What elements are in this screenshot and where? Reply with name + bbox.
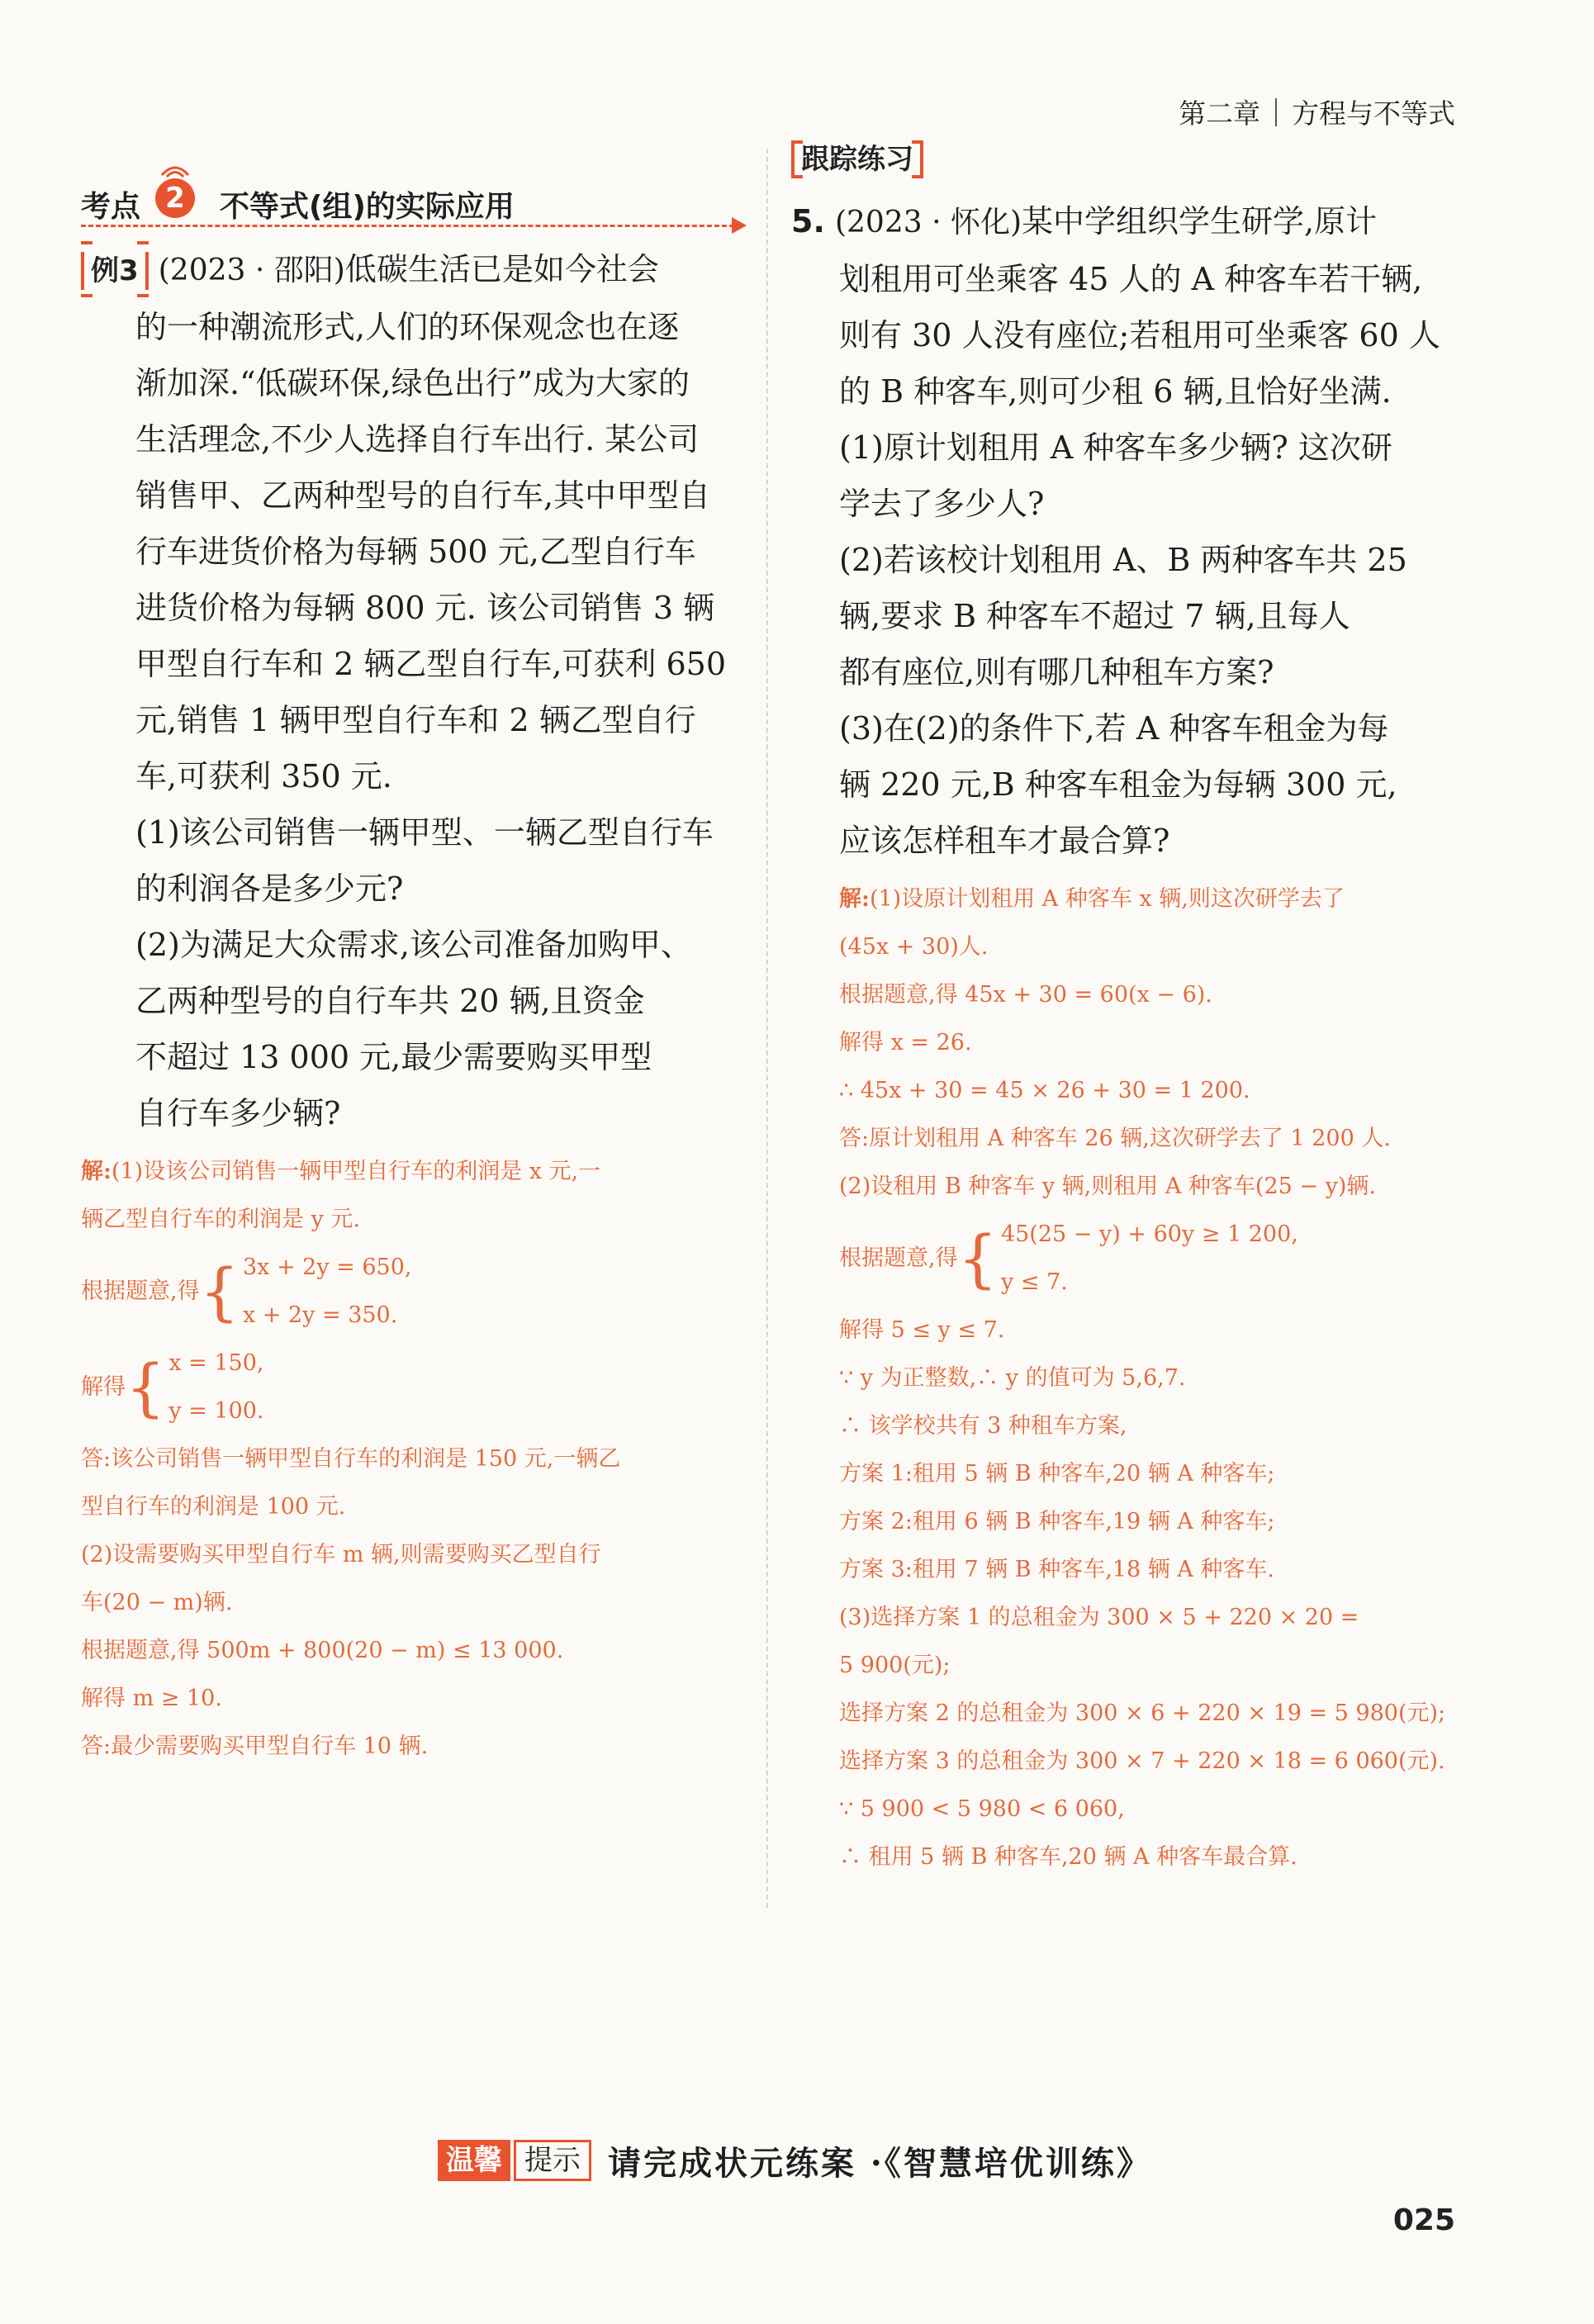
solution-line: (2)设需要购买甲型自行车 m 辆,则需要购买乙型自行 [81, 1542, 601, 1568]
solution-line: 解得 x = 26. [839, 1030, 972, 1055]
practice-question-3: (3)在(2)的条件下,若 A 种客车租金为每 辆 220 元,B 种客车租金为每辆 300 元, 应该怎样租车才最合算? [839, 710, 1397, 859]
solution-line: ∵ 5 900 < 5 980 < 6 060, [839, 1796, 1125, 1822]
example-line: 进货价格为每辆 800 元. 该公司销售 3 辆 [135, 590, 715, 626]
kaodian-heading [81, 165, 742, 228]
column-divider [766, 149, 768, 1908]
solution-line: 辆乙型自行车的利润是 y 元. [81, 1207, 361, 1232]
solution-line: 方案 2:租用 6 辆 B 种客车,19 辆 A 种客车; [839, 1509, 1275, 1534]
solution-line: 答:原计划租用 A 种客车 26 辆,这次研学去了 1 200 人. [839, 1126, 1391, 1151]
solution-line: 型自行车的利润是 100 元. [81, 1494, 346, 1520]
example-body [81, 299, 742, 1141]
example-line: 车,可获利 350 元. [135, 758, 392, 794]
solution-line: 选择方案 2 的总租金为 300 × 6 + 220 × 19 = 5 980(元); [839, 1700, 1446, 1726]
kaodian-underline [81, 225, 742, 227]
solution-line: 解:(1)设该公司销售一辆甲型自行车的利润是 x 元,一 [81, 1159, 601, 1184]
example-solution [81, 1148, 742, 1771]
practice-tag: 跟踪练习 [791, 140, 923, 178]
footer-tag-tip: 提示 [514, 2140, 591, 2181]
example-question-2: (2)为满足大众需求,该公司准备加购甲、 乙两种型号的自行车共 20 辆,且资金 不超过 13 000 元,最少需要购买甲型 自行车多少辆? [135, 927, 692, 1131]
practice-body [791, 251, 1460, 869]
footer-tag-warm: 温馨 [438, 2140, 510, 2181]
solution-line: 解得 5 ≤ y ≤ 7. [839, 1317, 1005, 1343]
header-separator [1275, 98, 1277, 126]
solution-line: (45x + 30)人. [839, 934, 989, 960]
example-problem [81, 241, 742, 1141]
solution-line: 答:最少需要购买甲型自行车 10 辆. [81, 1734, 429, 1759]
practice-line: 划租用可坐乘客 45 人的 A 种客车若干辆, [839, 261, 1423, 297]
left-column [81, 165, 742, 1771]
practice-question-1: (1)原计划租用 A 种客车多少辆? 这次研 学去了多少人? [839, 429, 1392, 522]
solution-line: ∴ 租用 5 辆 B 种客车,20 辆 A 种客车最合算. [839, 1844, 1297, 1870]
practice-line: 则有 30 人没有座位;若租用可坐乘客 60 人 [839, 317, 1440, 353]
right-column [791, 140, 1460, 1881]
solution-line: ∵ y 为正整数,∴ y 的值可为 5,6,7. [839, 1365, 1186, 1391]
solution-system-1: 根据题意,得 { 3x + 2y = 650, x + 2y = 350. [81, 1254, 412, 1328]
example-line: 行车进货价格为每辆 500 元,乙型自行车 [135, 534, 696, 570]
footer-text: 请完成状元练案 ·《智慧培优训练》 [608, 2143, 1152, 2183]
left-brace-icon: { [126, 1350, 166, 1424]
kaodian-label: 考点 [81, 190, 141, 224]
solution-line: 方案 3:租用 7 辆 B 种客车,18 辆 A 种客车. [839, 1557, 1274, 1582]
practice-solution [791, 875, 1460, 1881]
example-question-1: (1)该公司销售一辆甲型、一辆乙型自行车 的利润各是多少元? [135, 814, 714, 907]
example-line: 元,销售 1 辆甲型自行车和 2 辆乙型自行 [135, 702, 696, 738]
example-line: 甲型自行车和 2 辆乙型自行车,可获利 650 [135, 646, 727, 682]
solution-line: 车(20 − m)辆. [81, 1590, 233, 1615]
example-tag: 例3 [81, 241, 149, 297]
solution-system-2: 解得 { x = 150, y = 100. [81, 1350, 264, 1424]
practice-source: (2023 · 怀化) [834, 206, 1022, 240]
chapter-label: 第二章 [1179, 97, 1260, 130]
practice-heading [791, 140, 1460, 178]
solution-system: 根据题意,得 { 45(25 − y) + 60y ≥ 1 200, y ≤ 7. [839, 1221, 1298, 1295]
left-brace-icon: { [199, 1254, 240, 1328]
kaodian-title: 不等式(组)的实际应用 [220, 190, 515, 224]
solution-line: 答:该公司销售一辆甲型自行车的利润是 150 元,一辆乙 [81, 1446, 621, 1472]
example-line: 销售甲、乙两种型号的自行车,其中甲型自 [135, 477, 711, 514]
arrow-right-icon [732, 217, 747, 234]
solution-line: (2)设租用 B 种客车 y 辆,则租用 A 种客车(25 − y)辆. [839, 1174, 1376, 1199]
solution-line: 解:(1)设原计划租用 A 种客车 x 辆,则这次研学去了 [839, 886, 1345, 912]
example-line-first: 例3 (2023 · 邵阳)低碳生活已是如今社会 [81, 241, 742, 299]
solution-line: ∴ 45x + 30 = 45 × 26 + 30 = 1 200. [839, 1078, 1250, 1103]
section-label: 方程与不等式 [1292, 97, 1455, 130]
example-line: 渐加深.“低碳环保,绿色出行”成为大家的 [135, 365, 690, 401]
solution-line: 根据题意,得 500m + 800(20 − m) ≤ 13 000. [81, 1638, 564, 1663]
left-brace-icon: { [957, 1221, 998, 1295]
solution-line: 5 900(元); [839, 1653, 951, 1678]
footer-banner [438, 2134, 1152, 2187]
practice-problem [791, 193, 1460, 869]
solution-line: 方案 1:租用 5 辆 B 种客车,20 辆 A 种客车; [839, 1461, 1275, 1487]
signal-icon [157, 159, 193, 180]
solution-line: 选择方案 3 的总租金为 300 × 7 + 220 × 18 = 6 060(元). [839, 1748, 1445, 1774]
page-header [1179, 92, 1455, 131]
page-number: 025 [1392, 2203, 1455, 2237]
practice-number: 5. [791, 203, 825, 240]
kaodian-number: 2 [155, 178, 195, 218]
solution-line: 解得 m ≥ 10. [81, 1686, 222, 1711]
solution-line: (3)选择方案 1 的总租金为 300 × 5 + 220 × 20 = [839, 1605, 1359, 1630]
example-source: (2023 · 邵阳) [158, 254, 345, 287]
example-line: 的一种潮流形式,人们的环保观念也在逐 [135, 309, 680, 345]
solution-line: ∴ 该学校共有 3 种租车方案, [839, 1413, 1127, 1439]
practice-question-2: (2)若该校计划租用 A、B 两种客车共 25 辆,要求 B 种客车不超过 7 辆,且每人 都有座位,则有哪几种租车方案? [839, 542, 1407, 690]
example-line: 生活理念,不少人选择自行车出行. 某公司 [135, 421, 700, 458]
practice-line: 的 B 种客车,则可少租 6 辆,且恰好坐满. [839, 373, 1392, 410]
solution-line: 根据题意,得 45x + 30 = 60(x − 6). [839, 982, 1212, 1008]
practice-line-first: 5. (2023 · 怀化)某中学组织学生研学,原计 [791, 203, 1378, 240]
